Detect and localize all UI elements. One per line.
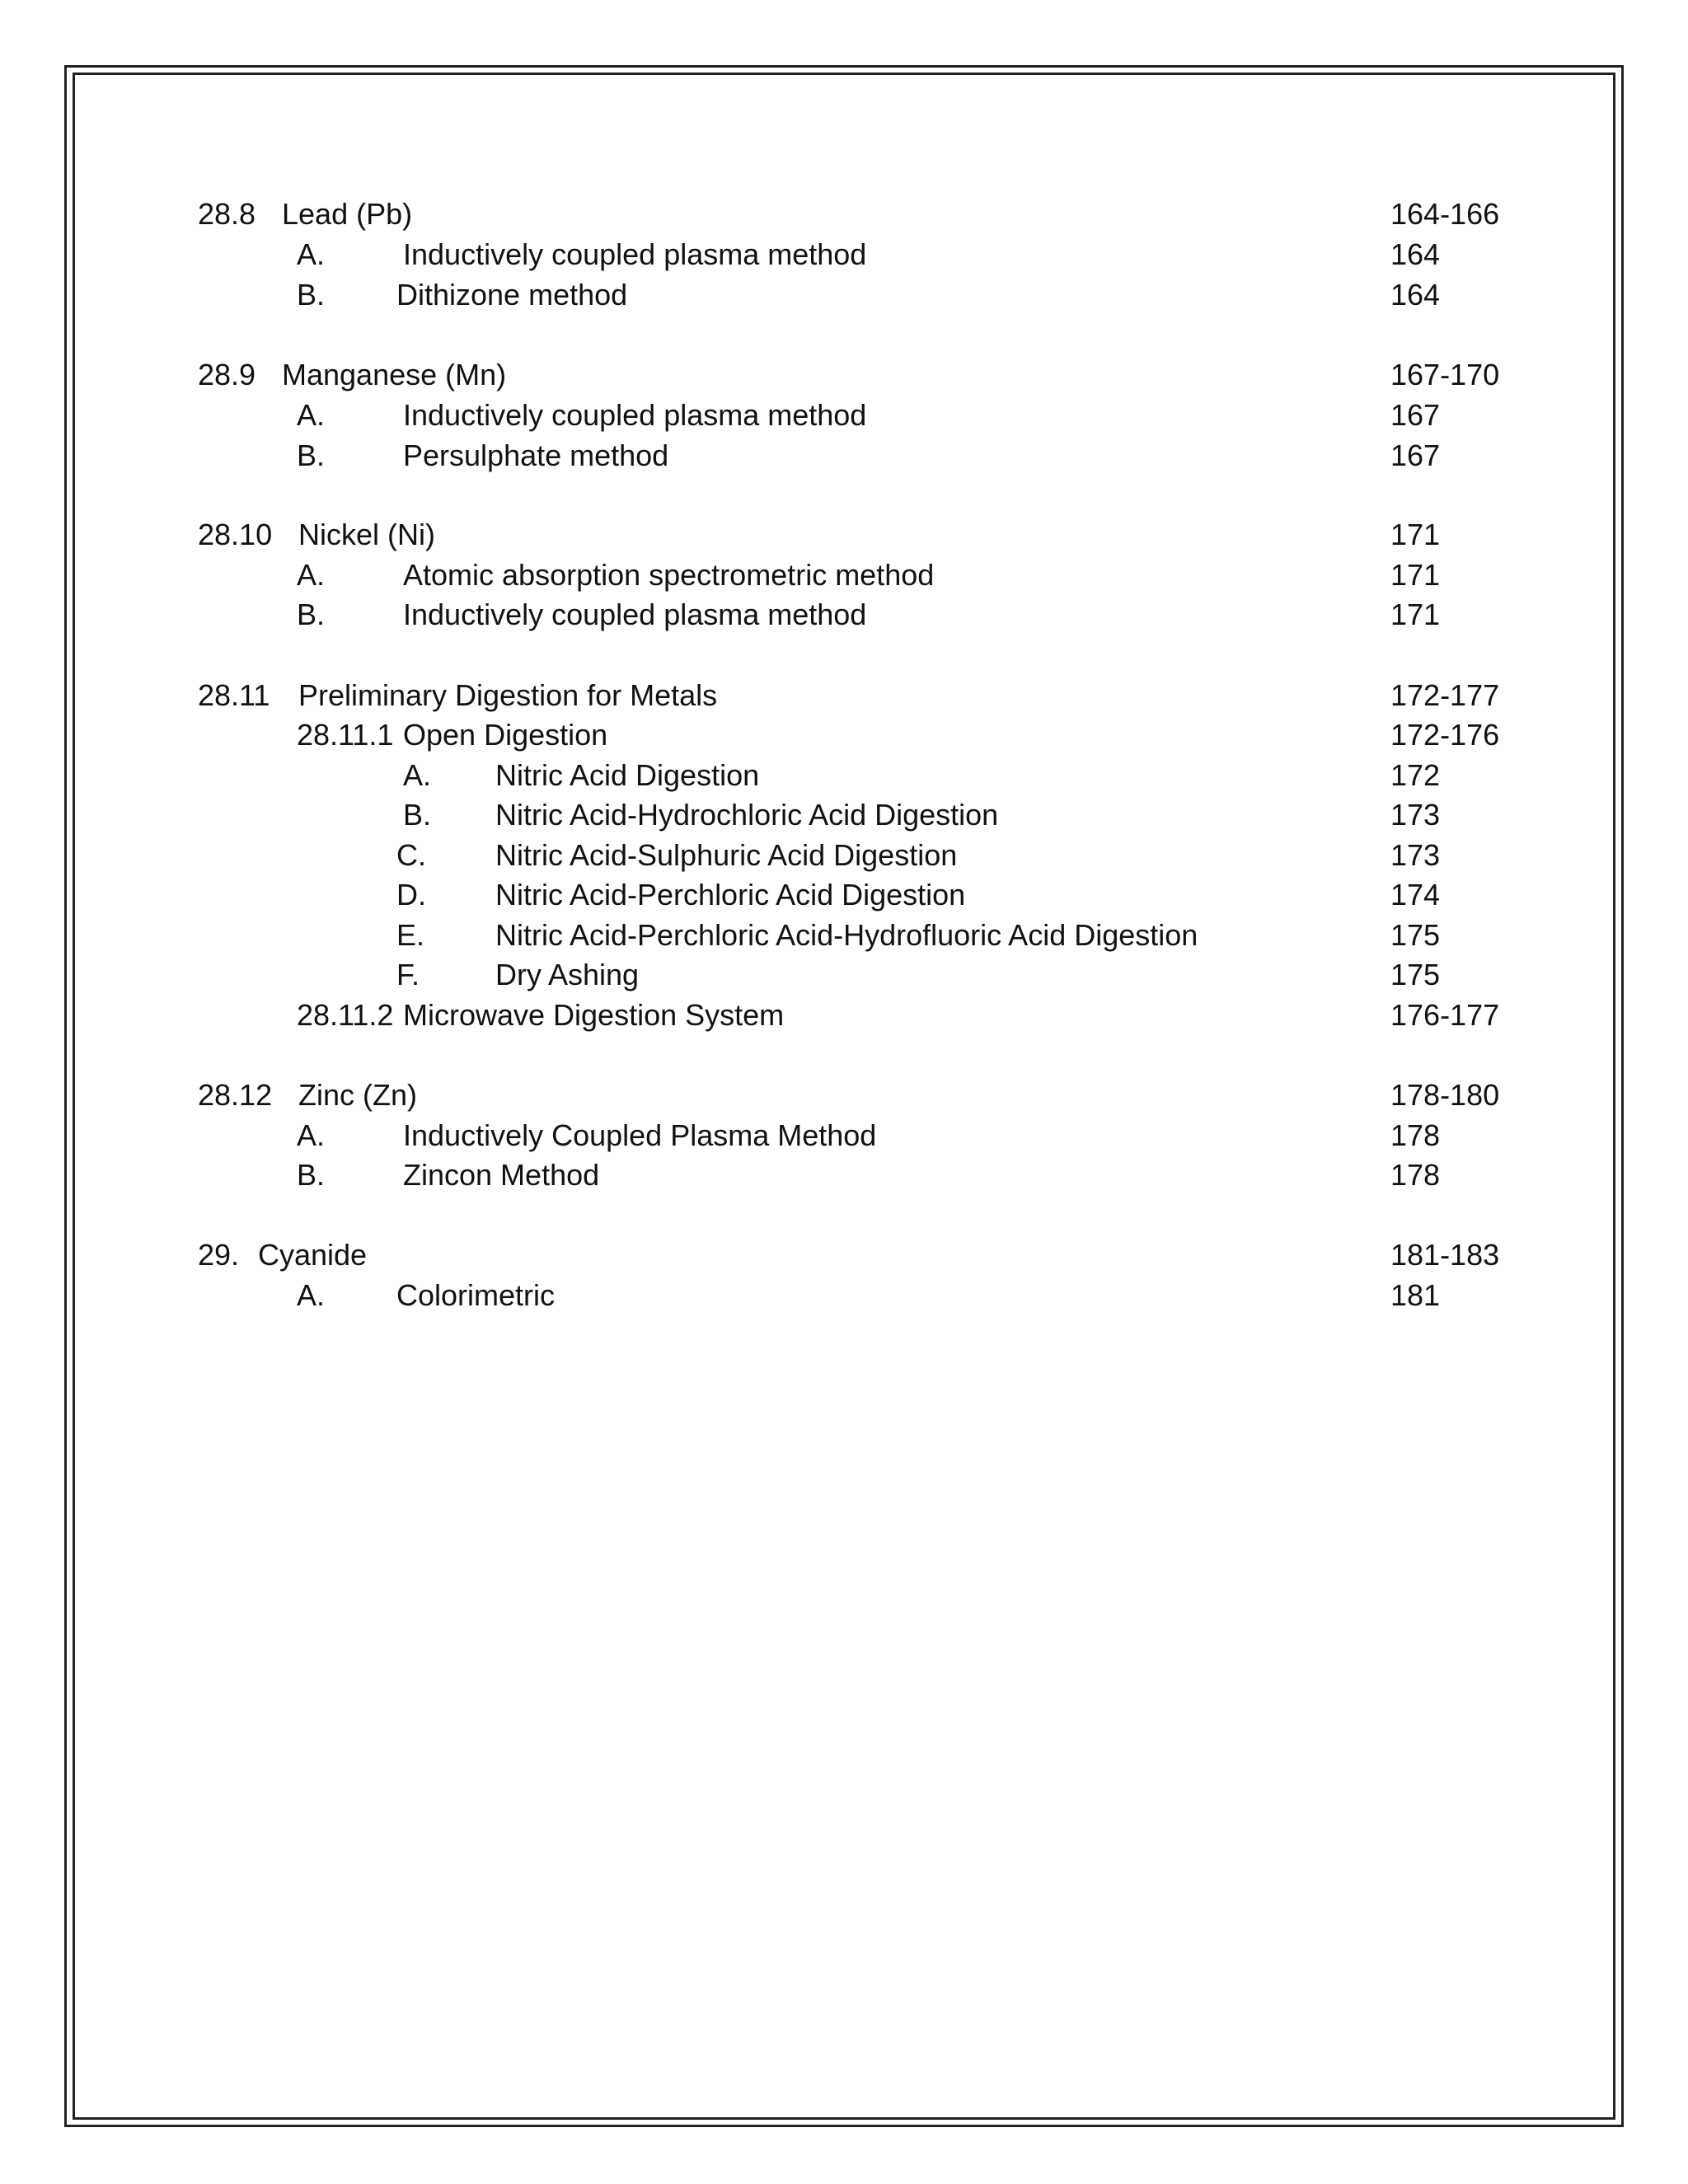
toc-entry-page: 175 [1390, 958, 1441, 991]
toc-entry-page: 181-183 [1390, 1238, 1500, 1272]
toc-entry-title: Nitric Acid-Perchloric Acid Digestion [495, 878, 966, 912]
toc-entry-page: 164-166 [1390, 197, 1500, 231]
toc-entry-title: Nitric Acid-Hydrochloric Acid Digestion [495, 798, 999, 832]
toc-entry-title: Manganese (Mn) [282, 358, 507, 391]
toc-entry-title: Nickel (Ni) [298, 518, 435, 551]
toc-entry-page: 172-176 [1390, 718, 1500, 752]
toc-entry-number: E. [396, 918, 425, 952]
toc-entry-title: Cyanide [258, 1238, 368, 1272]
toc-entry-page: 167 [1390, 398, 1441, 432]
toc-entry-page: 174 [1390, 878, 1441, 912]
toc-entry-title: Preliminary Digestion for Metals [298, 678, 718, 712]
toc-entry-title: Open Digestion [403, 718, 608, 752]
toc-entry-number: B. [297, 278, 326, 312]
toc-entry-number: A. [297, 398, 326, 432]
toc-entry-title: Colorimetric [396, 1278, 556, 1312]
toc-entry-title: Atomic absorption spectrometric method [403, 558, 935, 592]
toc-entry-title: Inductively Coupled Plasma Method [403, 1118, 877, 1152]
toc-entry-number: 28.11.1 [297, 718, 394, 752]
toc-entry-title: Dry Ashing [495, 958, 640, 991]
toc-entry-number: A. [297, 237, 326, 271]
toc-entry-page: 178-180 [1390, 1078, 1500, 1112]
toc-entry-number: 28.10 [198, 518, 273, 551]
toc-entry-title: Lead (Pb) [282, 197, 413, 231]
toc-entry-title: Inductively coupled plasma method [403, 398, 867, 432]
toc-entry-page: 172-177 [1390, 678, 1500, 712]
toc-entry-page: 172 [1390, 758, 1441, 792]
toc-entry-number: F. [396, 958, 420, 991]
toc-entry-page: 181 [1390, 1278, 1441, 1312]
toc-entry-number: A. [297, 558, 326, 592]
toc-entry-page: 164 [1390, 237, 1441, 271]
toc-entry-title: Inductively coupled plasma method [403, 237, 867, 271]
toc-entry-number: A. [297, 1278, 326, 1312]
toc-entry-number: 28.11.2 [297, 998, 394, 1032]
toc-entry-page: 164 [1390, 278, 1441, 312]
toc-entry-page: 178 [1390, 1118, 1441, 1152]
toc-entry-title: Zincon Method [403, 1158, 600, 1192]
toc-entry-page: 175 [1390, 918, 1441, 952]
toc-entry-number: 29. [198, 1238, 240, 1272]
toc-entry-number: C. [396, 838, 426, 872]
toc-entry-number: 28.11 [198, 678, 270, 712]
toc-entry-page: 173 [1390, 838, 1441, 872]
toc-entry-page: 176-177 [1390, 998, 1500, 1032]
toc-entry-number: B. [297, 1158, 326, 1192]
toc-entry-number: D. [396, 878, 426, 912]
toc-entry-title: Dithizone method [396, 278, 628, 312]
toc-entry-title: Nitric Acid-Perchloric Acid-Hydrofluoric Acid Digestion [495, 918, 1198, 952]
toc-entry-number: B. [297, 438, 326, 472]
toc-entry-page: 167 [1390, 438, 1441, 472]
toc-entry-title: Inductively coupled plasma method [403, 598, 867, 631]
toc-entry-number: A. [403, 758, 432, 792]
toc-entry-number: B. [403, 798, 432, 832]
toc-entry-title: Nitric Acid Digestion [495, 758, 760, 792]
toc-entry-page: 171 [1390, 518, 1441, 551]
toc-entry-page: 178 [1390, 1158, 1441, 1192]
toc-entry-page: 173 [1390, 798, 1441, 832]
toc-entry-number: A. [297, 1118, 326, 1152]
toc-entry-title: Persulphate method [403, 438, 669, 472]
toc-entry-number: 28.8 [198, 197, 256, 231]
toc-entry-page: 171 [1390, 558, 1441, 592]
toc-entry-page: 171 [1390, 598, 1441, 631]
toc-entry-number: B. [297, 598, 326, 631]
toc-entry-number: 28.12 [198, 1078, 273, 1112]
toc-entry-title: Microwave Digestion System [403, 998, 785, 1032]
toc-entry-title: Nitric Acid-Sulphuric Acid Digestion [495, 838, 958, 872]
toc-entry-title: Zinc (Zn) [298, 1078, 417, 1112]
toc-entry-number: 28.9 [198, 358, 256, 391]
toc-entry-page: 167-170 [1390, 358, 1500, 391]
